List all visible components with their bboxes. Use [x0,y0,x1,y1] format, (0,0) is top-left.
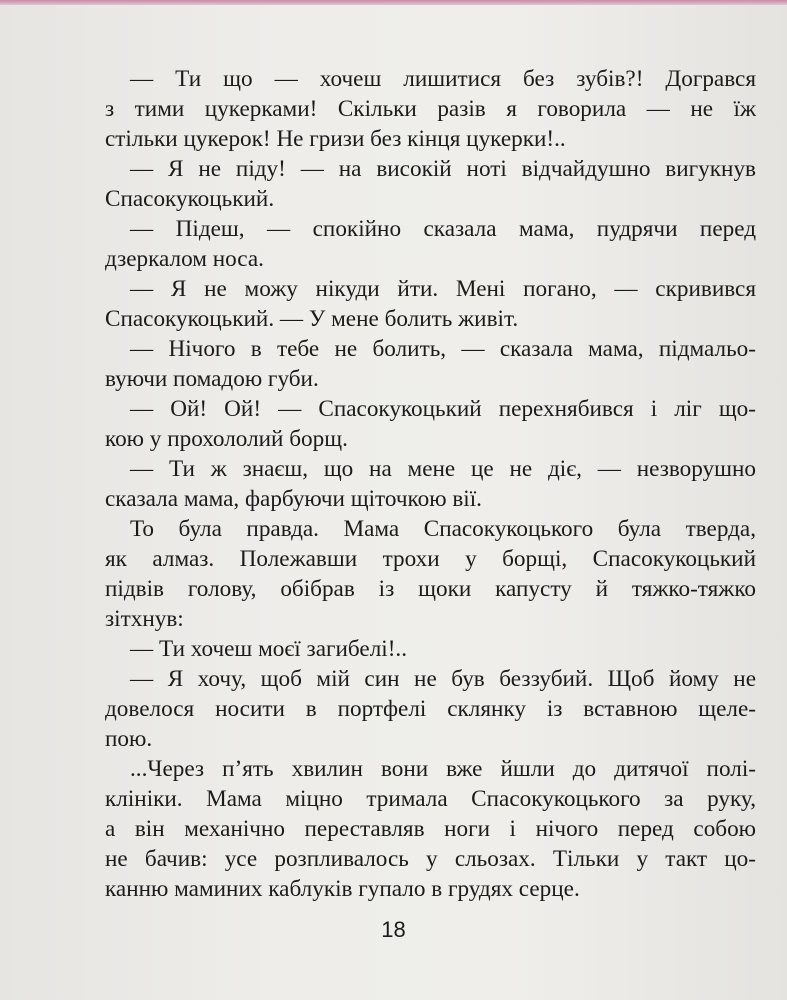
text-line: довелося носити в портфелі склянку із вставною щеле- [105,696,756,722]
text-line: як алмаз. Полежавши трохи у борщі, Спасокукоцький [105,546,756,572]
text-line: — Я не можу нікуди йти. Мені погано, — скривився [130,276,756,302]
text-line: з тими цукерками! Скільки разів я говорила — не їж [105,96,756,122]
text-line: стільки цукерок! Не гризи без кінця цукерки!.. [105,126,566,152]
text-line: не бачив: усе розпливалось у сльозах. Тільки у такт цо- [105,846,756,872]
text-line: — Підеш, — спокійно сказала мама, пудрячи перед [130,216,756,242]
text-line: — Ти що — хочеш лишитися без зубів?! Догрався [130,66,756,92]
text-line: зітхнув: [105,606,184,632]
text-line: клініки. Мама міцно тримала Спасокукоцького за руку, [105,786,756,812]
text-line: — Я не піду! — на високій ноті відчайдушно вигукнув [130,156,756,182]
text-line: — Ти ж знаєш, що на мене це не діє, — незворушно [130,456,756,482]
text-line: сказала мама, фарбуючи щіточкою вії. [105,486,482,512]
text-line: дзеркалом носа. [105,246,264,272]
text-line: канню маминих каблуків гупало в грудях серце. [105,876,580,902]
text-line: а він механічно переставляв ноги і нічого перед собою [105,816,756,842]
text-line: вуючи помадою губи. [105,366,319,392]
text-line: Спасокукоцький. [105,186,275,212]
text-line: кою у прохололий борщ. [105,426,348,452]
text-line: — Ой! Ой! — Спасокукоцький перехнябився і ліг що- [130,396,756,422]
page-text [105,64,756,904]
text-line: — Нічого в тебе не болить, — сказала мама, підмальо- [130,336,756,362]
page-number: 18 [381,917,406,942]
text-line: То була правда. Мама Спасокукоцького була тверда, [130,516,756,542]
text-line: — Я хочу, щоб мій син не був беззубий. Щоб йому не [130,666,756,692]
text-line: ...Через п’ять хвилин вони вже йшли до дитячої полі- [130,756,756,782]
text-line: підвів голову, обібрав із щоки капусту й тяжко-тяжко [105,576,756,602]
text-line: — Ти хочеш моєї загибелі!.. [130,636,408,662]
text-line: пою. [105,726,153,752]
book-page [0,5,787,1000]
text-line: Спасокукоцький. — У мене болить живіт. [105,306,519,332]
